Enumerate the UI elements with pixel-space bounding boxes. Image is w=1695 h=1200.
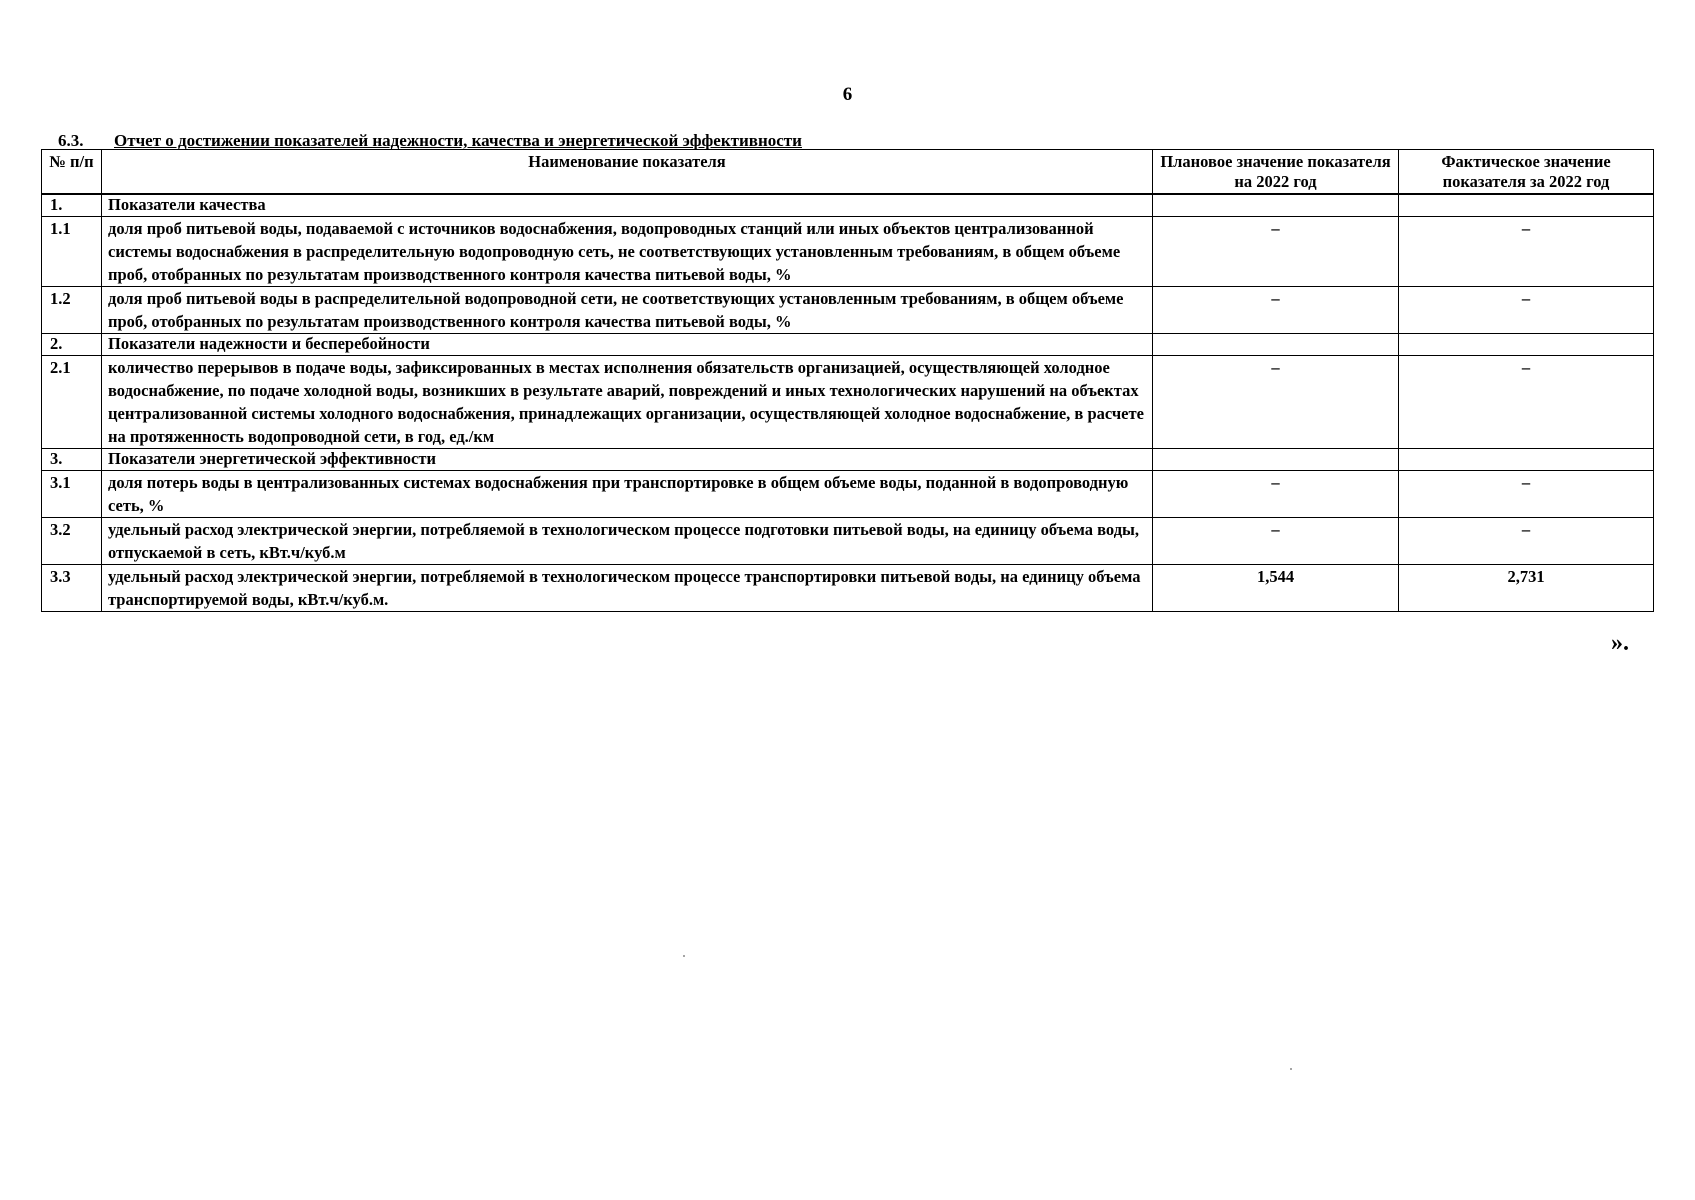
row-num: 3.2 [42, 518, 102, 565]
row-name: Показатели энергетической эффективности [102, 449, 1153, 471]
scan-speck [1290, 1068, 1292, 1070]
section-heading [58, 131, 802, 151]
table-row [42, 449, 1654, 471]
row-num: 3.3 [42, 565, 102, 612]
row-name: количество перерывов в подаче воды, зафиксированных в местах исполнения обязательств организацией, осуществляющей холодное водоснабжение, по подаче холодной воды, возникших в результате аварий, повреждений и иных технологических нарушений на объектах централизованной системы холодного водоснабжения, принадлежащих организации, осуществляющей холодное водоснабжение, в расчете на протяженность водопроводной сети, в год, ед./км [102, 356, 1153, 449]
closing-quote-mark: ». [1611, 630, 1629, 656]
page-number: 6 [842, 84, 853, 105]
row-name: удельный расход электрической энергии, потребляемой в технологическом процессе транспортировки питьевой воды, на единицу объема транспортируемой воды, кВт.ч/куб.м. [102, 565, 1153, 612]
section-title: Отчет о достижении показателей надежности, качества и энергетической эффективности [114, 131, 802, 150]
row-name: доля проб питьевой воды, подаваемой с источников водоснабжения, водопроводных станций или иных объектов централизованной системы водоснабжения в распределительную водопроводную сеть, не соответствующих установленным требованиям, в общем объеме проб, отобранных по результатам производственного контроля качества питьевой воды, % [102, 217, 1153, 287]
row-num: 1.2 [42, 287, 102, 334]
row-num: 2. [42, 334, 102, 356]
indicators-table [41, 149, 1654, 612]
table-row [42, 217, 1654, 287]
row-num: 3.1 [42, 471, 102, 518]
header-planned: Плановое значение показателя на 2022 год [1153, 150, 1399, 195]
table-row [42, 287, 1654, 334]
row-actual [1399, 334, 1654, 356]
row-planned: – [1153, 287, 1399, 334]
row-num: 2.1 [42, 356, 102, 449]
table-row [42, 471, 1654, 518]
row-actual: – [1399, 518, 1654, 565]
header-name: Наименование показателя [102, 150, 1153, 195]
scan-speck [683, 955, 685, 957]
header-actual: Фактическое значение показателя за 2022 год [1399, 150, 1654, 195]
table-row [42, 334, 1654, 356]
row-name: доля потерь воды в централизованных системах водоснабжения при транспортировке в общем объеме воды, поданной в водопроводную сеть, % [102, 471, 1153, 518]
section-number: 6.3. [58, 131, 84, 150]
row-actual [1399, 194, 1654, 217]
row-name: удельный расход электрической энергии, потребляемой в технологическом процессе подготовки питьевой воды, на единицу объема воды, отпускаемой в сеть, кВт.ч/куб.м [102, 518, 1153, 565]
table-row [42, 518, 1654, 565]
header-num: № п/п [42, 150, 102, 195]
table-row [42, 356, 1654, 449]
row-planned: 1,544 [1153, 565, 1399, 612]
row-planned: – [1153, 356, 1399, 449]
table-header-row [42, 150, 1654, 195]
row-planned: – [1153, 518, 1399, 565]
row-num: 1. [42, 194, 102, 217]
row-num: 3. [42, 449, 102, 471]
row-actual [1399, 449, 1654, 471]
table-row [42, 194, 1654, 217]
row-planned: – [1153, 471, 1399, 518]
row-actual: 2,731 [1399, 565, 1654, 612]
row-actual: – [1399, 471, 1654, 518]
table-row [42, 565, 1654, 612]
row-actual: – [1399, 356, 1654, 449]
row-planned: – [1153, 217, 1399, 287]
row-planned [1153, 194, 1399, 217]
row-planned [1153, 334, 1399, 356]
row-actual: – [1399, 287, 1654, 334]
row-actual: – [1399, 217, 1654, 287]
row-num: 1.1 [42, 217, 102, 287]
row-name: Показатели надежности и бесперебойности [102, 334, 1153, 356]
row-name: Показатели качества [102, 194, 1153, 217]
row-name: доля проб питьевой воды в распределительной водопроводной сети, не соответствующих установленным требованиям, в общем объеме проб, отобранных по результатам производственного контроля качества питьевой воды, % [102, 287, 1153, 334]
row-planned [1153, 449, 1399, 471]
